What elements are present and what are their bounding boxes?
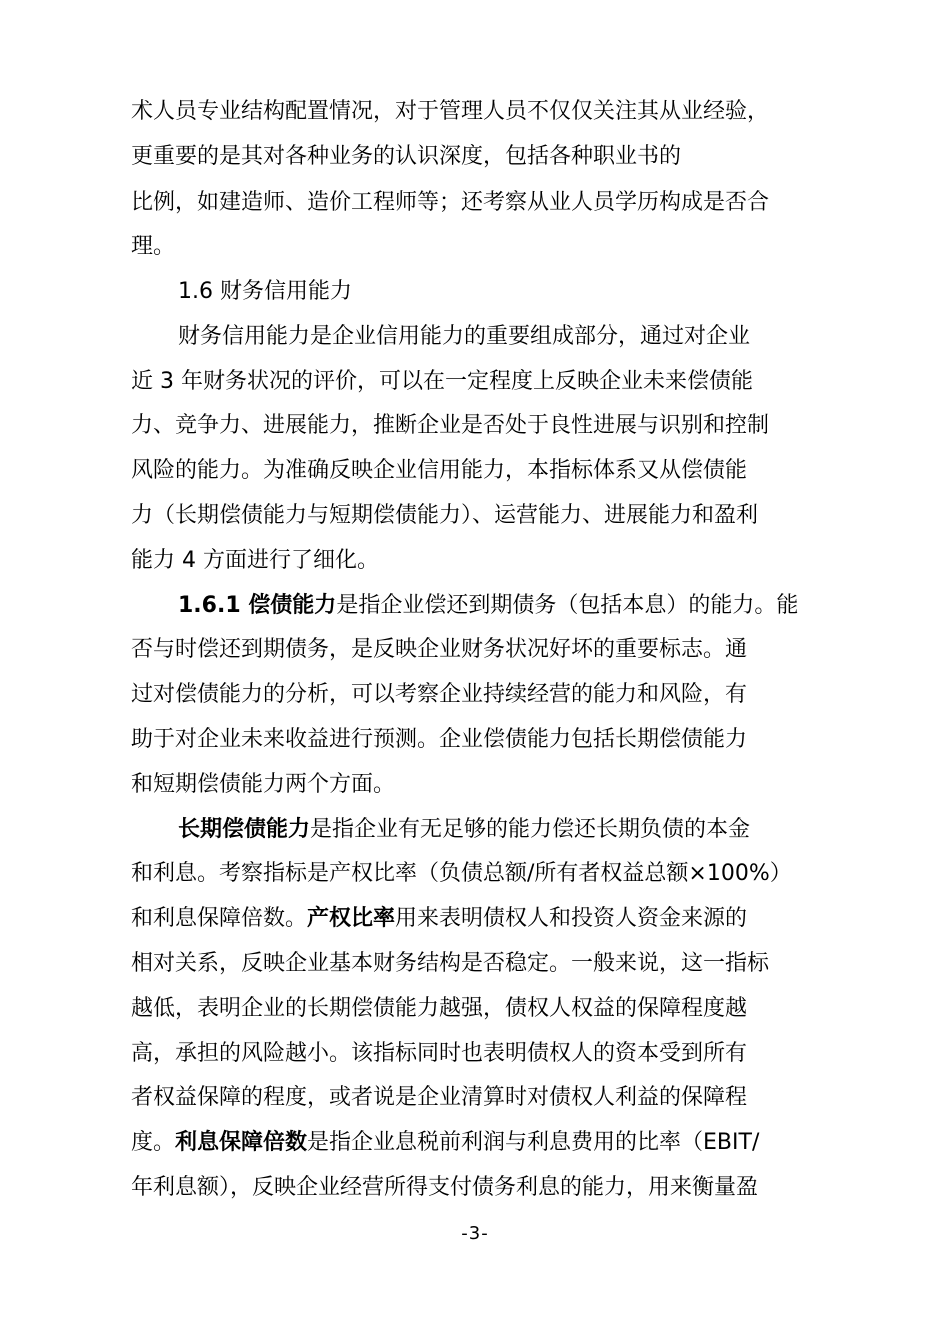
text-segment: 比例，如建造师、造价工程师等；还考察从业人员学历构成是否合: [131, 190, 770, 215]
text-line: [131, 142, 681, 172]
text-segment: 是指企业息税前利润与利息费用的比率（EBIT/: [307, 1130, 760, 1155]
text-line: [131, 1128, 759, 1158]
page-number: -3-: [461, 1223, 489, 1244]
bold-term: 产权比率: [307, 906, 396, 931]
text-segment: 助于对企业未来收益进行预测。企业偿债能力包括长期偿债能力: [131, 727, 748, 752]
text-segment: 用来表明债权人和投资人资金来源的: [395, 906, 748, 931]
text-line: [131, 859, 792, 889]
text-line: [131, 367, 753, 397]
text-line: [131, 994, 747, 1024]
text-line: [131, 725, 747, 755]
bold-term: 利息保障倍数: [175, 1130, 308, 1155]
text-line: [131, 456, 747, 486]
bold-term: 长期偿债能力: [178, 817, 311, 842]
text-line: [131, 546, 379, 576]
text-segment: 和利息。考察指标是产权比率（负债总额/所有者权益总额×100%）: [131, 861, 792, 886]
text-segment: 是指企业有无足够的能力偿还长期负债的本金: [310, 817, 751, 842]
text-line: [131, 97, 769, 127]
paragraph-first-line: [178, 591, 798, 621]
text-line: [131, 635, 747, 665]
text-line: [131, 770, 395, 800]
text-segment: 理。: [131, 234, 176, 259]
text-segment: 是指企业偿还到期债务（包括本息）的能力。能: [336, 593, 799, 618]
text-line: [131, 1039, 747, 1069]
bold-term: 1.6.1 偿债能力: [178, 593, 337, 618]
paragraph-first-line: [178, 815, 750, 845]
text-segment: 财务信用能力是企业信用能力的重要组成部分，通过对企业: [178, 324, 751, 349]
heading-text: 1.6 财务信用能力: [178, 279, 352, 304]
text-line: [131, 232, 175, 262]
text-segment: 风险的能力。为准确反映企业信用能力，本指标体系又从偿债能: [131, 458, 748, 483]
text-line: [131, 904, 747, 934]
text-segment: 力、竞争力、进展能力，推断企业是否处于良性进展与识别和控制: [131, 413, 770, 438]
text-segment: 力（长期偿债能力与短期偿债能力）、运营能力、进展能力和盈利: [131, 503, 759, 528]
text-segment: 相对关系，反映企业基本财务结构是否稳定。一般来说，这一指标: [131, 951, 770, 976]
text-line: [131, 1173, 758, 1203]
text-segment: 和利息保障倍数。: [131, 906, 308, 931]
text-segment: 近 3 年财务状况的评价，可以在一定程度上反映企业未来偿债能: [131, 369, 753, 394]
text-line: [131, 680, 747, 710]
text-segment: 过对偿债能力的分析，可以考察企业持续经营的能力和风险，有: [131, 682, 748, 707]
text-segment: 越低，表明企业的长期偿债能力越强，债权人权益的保障程度越: [131, 996, 748, 1021]
text-segment: 年利息额），反映企业经营所得支付债务利息的能力，用来衡量盈: [131, 1175, 759, 1200]
text-segment: 者权益保障的程度，或者说是企业清算时对债权人利益的保障程: [131, 1085, 748, 1110]
text-segment: 术人员专业结构配置情况，对于管理人员不仅仅关注其从业经验，: [131, 99, 770, 124]
text-segment: 高，承担的风险越小。该指标同时也表明债权人的资本受到所有: [131, 1041, 748, 1066]
text-segment: 度。: [131, 1130, 176, 1155]
section-heading: [178, 277, 352, 307]
paragraph-first-line: [178, 322, 750, 352]
text-line: [131, 501, 758, 531]
text-line: [131, 949, 769, 979]
text-segment: 和短期偿债能力两个方面。: [131, 772, 396, 797]
text-segment: 否与时偿还到期债务，是反映企业财务状况好坏的重要标志。通: [131, 637, 748, 662]
text-line: [131, 1083, 747, 1113]
text-line: [131, 411, 769, 441]
text-line: [131, 188, 769, 218]
text-segment: 能力 4 方面进行了细化。: [131, 548, 379, 573]
text-segment: 更重要的是其对各种业务的认识深度，包括各种职业书的: [131, 144, 682, 169]
